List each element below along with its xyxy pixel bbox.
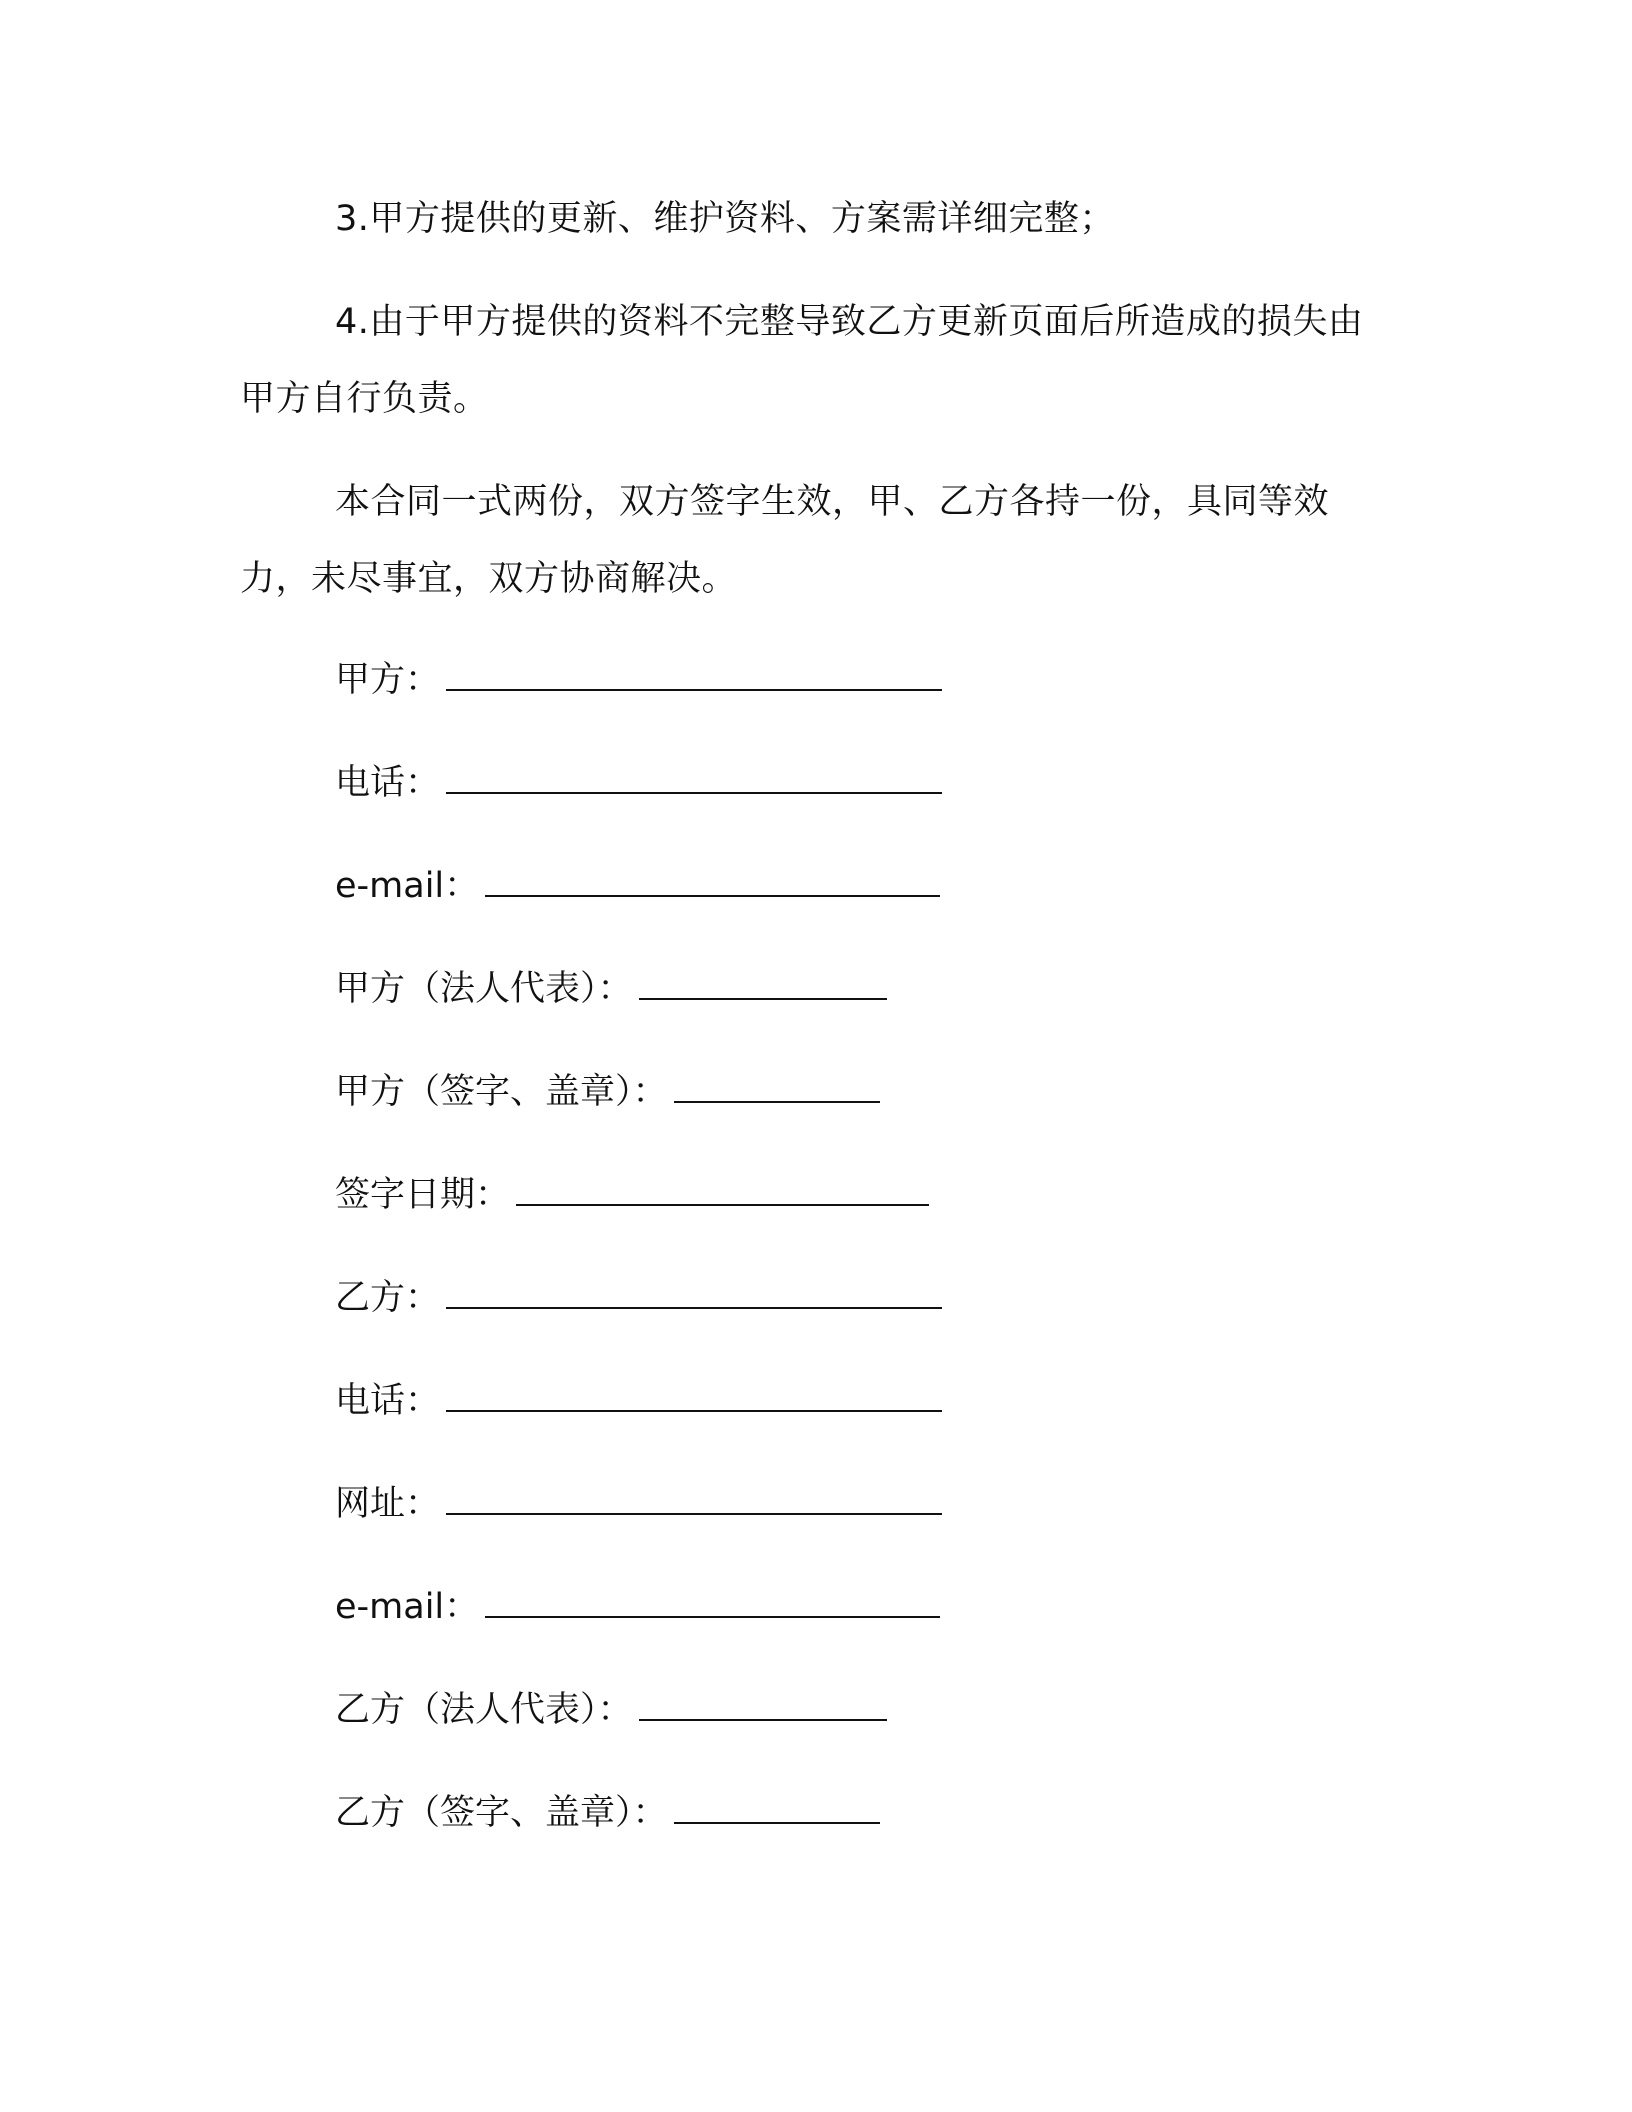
field-label: e-mail： [335,1587,480,1627]
field-label: 甲方（法人代表）： [335,969,633,1009]
clause-4-paragraph: 4.由于甲方提供的资料不完整导致乙方更新页面后所造成的损失由甲方自行负责。 [240,302,1364,419]
party-b-signature-field [335,1788,880,1838]
party-a-email-field [335,861,940,911]
field-label: 甲方： [335,660,441,700]
party-b-signature-blank[interactable] [674,1792,880,1824]
party-b-email-field [335,1582,940,1632]
party-b-website-blank[interactable] [446,1483,942,1515]
field-label: 网址： [335,1484,441,1524]
party-a-name-field [335,655,942,705]
sign-date-field [335,1170,929,1220]
party-a-phone-blank[interactable] [446,762,942,794]
field-label: 乙方（法人代表）： [335,1690,633,1730]
field-label: 乙方（签字、盖章）： [335,1793,668,1833]
party-a-phone-field [335,758,942,808]
party-b-name-blank[interactable] [446,1277,942,1309]
field-label: 甲方（签字、盖章）： [335,1072,668,1112]
party-b-legal-rep-field [335,1685,887,1735]
party-a-legal-rep-field [335,964,887,1014]
party-b-legal-rep-blank[interactable] [639,1689,887,1721]
party-b-website-field [335,1479,942,1529]
party-b-phone-blank[interactable] [446,1380,942,1412]
party-b-phone-field [335,1376,942,1426]
clause-3-paragraph: 3.甲方提供的更新、维护资料、方案需详细完整； [335,199,1115,239]
party-b-email-blank[interactable] [485,1586,940,1618]
field-label: e-mail： [335,866,480,906]
field-label: 电话： [335,1381,441,1421]
party-a-signature-field [335,1067,880,1117]
field-label: 签字日期： [335,1175,511,1215]
field-label: 电话： [335,763,441,803]
party-b-name-field [335,1273,942,1323]
party-a-name-blank[interactable] [446,659,942,691]
field-label: 乙方： [335,1278,441,1318]
party-a-legal-rep-blank[interactable] [639,968,887,1000]
sign-date-blank[interactable] [516,1174,929,1206]
party-a-signature-blank[interactable] [674,1071,880,1103]
party-a-email-blank[interactable] [485,865,940,897]
closing-paragraph: 本合同一式两份，双方签字生效，甲、乙方各持一份，具同等效力，未尽事宜，双方协商解决。 [240,482,1330,599]
